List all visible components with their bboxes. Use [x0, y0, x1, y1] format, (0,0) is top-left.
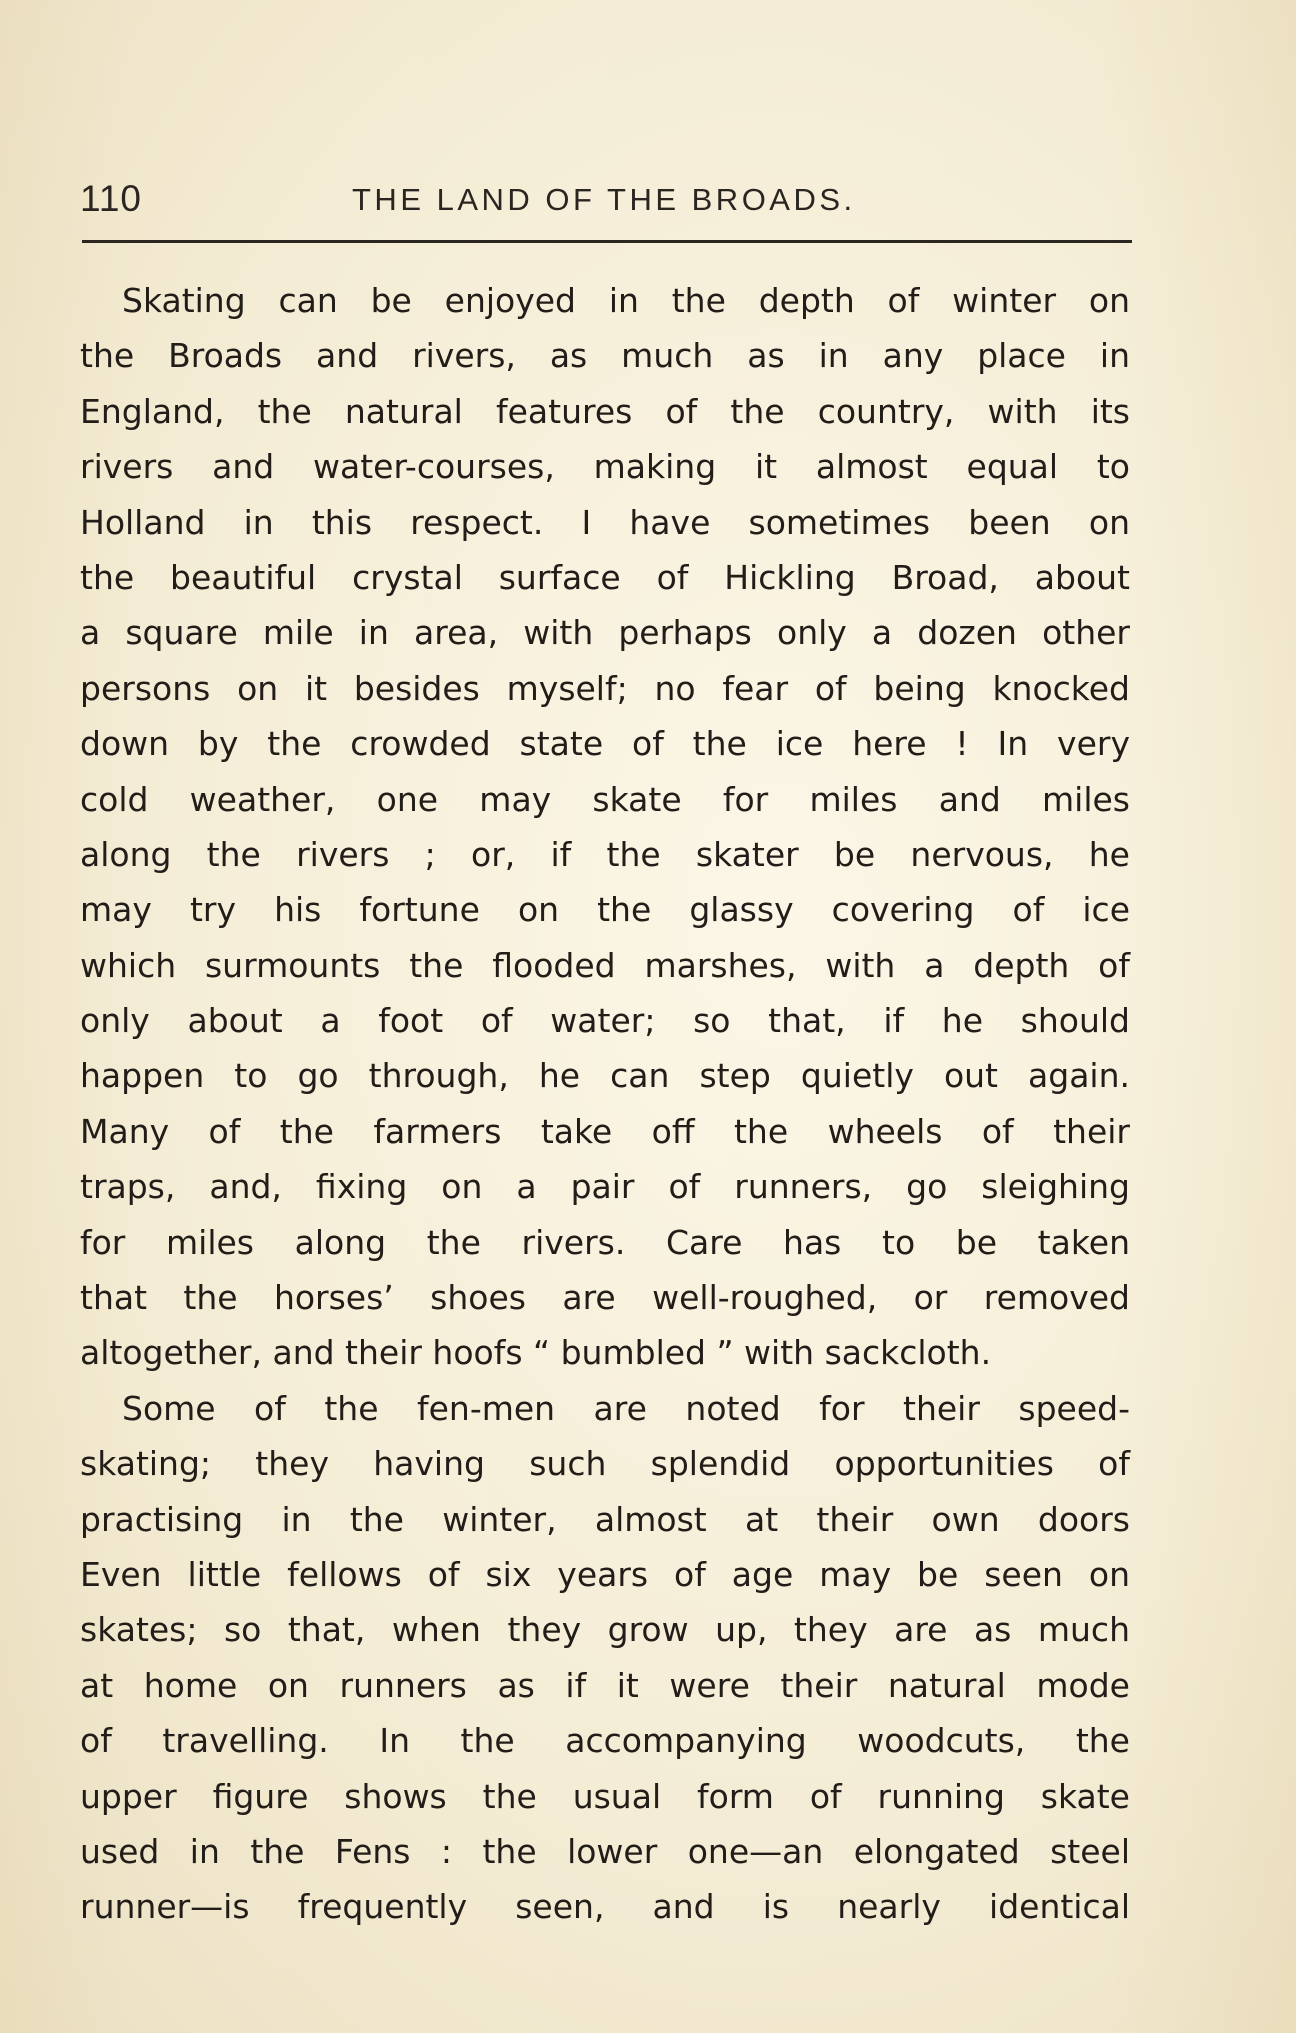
running-head [80, 178, 1130, 228]
text-line: Holland in this respect. I have sometimes been on [80, 502, 1130, 542]
text-line: used in the Fens : the lower one—an elongated steel [80, 1831, 1130, 1871]
page-number: 110 [80, 178, 142, 219]
text-line: may try his fortune on the glassy covering of ice [80, 890, 1130, 930]
text-line: which surmounts the flooded marshes, with a depth of [80, 945, 1130, 985]
text-line: skates; so that, when they grow up, they are as much [80, 1610, 1130, 1650]
text-line: traps, and, fixing on a pair of runners, go sleighing [80, 1167, 1130, 1207]
text-line: Even little fellows of six years of age may be seen on [80, 1554, 1130, 1594]
text-line: upper figure shows the usual form of running skate [80, 1776, 1130, 1816]
text-line: Skating can be enjoyed in the depth of winter on [122, 281, 1130, 320]
text-line: only about a foot of water; so that, if he should [80, 1001, 1130, 1041]
paragraph [80, 1381, 1130, 1935]
text-line: the Broads and rivers, as much as in any place in [80, 336, 1130, 376]
text-line: England, the natural features of the country, with its [80, 391, 1130, 431]
text-line: rivers and water-courses, making it almost equal to [80, 447, 1130, 487]
text-line: along the rivers ; or, if the skater be nervous, he [80, 834, 1130, 874]
text-line: persons on it besides myself; no fear of being knocked [80, 668, 1130, 708]
text-line: altogether, and their hoofs “ bumbled ” with sackcloth. [80, 1333, 992, 1373]
text-line: at home on runners as if it were their natural mode [80, 1665, 1130, 1705]
text-line: skating; they having such splendid opportunities of [80, 1444, 1130, 1484]
text-line: Many of the farmers take off the wheels of their [80, 1111, 1130, 1151]
text-line: for miles along the rivers. Care has to be taken [80, 1222, 1130, 1262]
text-line: cold weather, one may skate for miles and miles [80, 779, 1130, 819]
header-rule [82, 240, 1132, 243]
text-line: the beautiful crystal surface of Hickling Broad, about [80, 557, 1130, 597]
text-line: happen to go through, he can step quietly out again. [80, 1056, 1130, 1096]
text-line: practising in the winter, almost at their own doors [80, 1499, 1130, 1539]
paragraph [80, 273, 1130, 1381]
text-line: of travelling. In the accompanying woodcuts, the [80, 1721, 1130, 1761]
text-line: a square mile in area, with perhaps only a dozen other [80, 613, 1130, 653]
book-title: THE LAND OF THE BROADS. [352, 182, 856, 217]
text-line: runner—is frequently seen, and is nearly identical [80, 1887, 1130, 1927]
text-line: that the horses’ shoes are well-roughed, or removed [80, 1278, 1130, 1318]
body-text [80, 273, 1130, 1935]
text-line: Some of the fen-men are noted for their speed- [122, 1388, 1130, 1428]
text-line: down by the crowded state of the ice here ! In very [80, 724, 1130, 764]
